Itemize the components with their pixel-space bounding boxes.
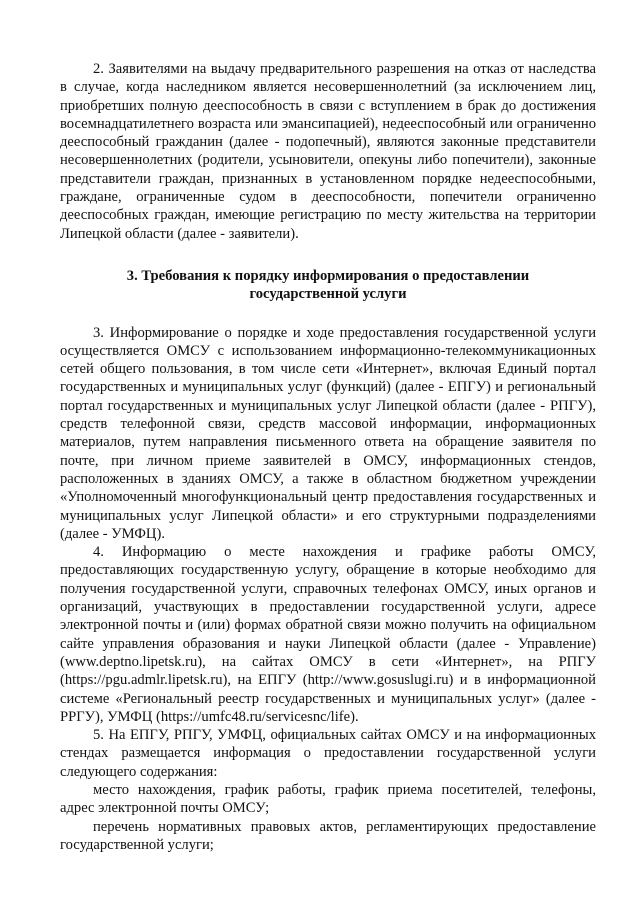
paragraph-4: 4. Информацию о месте нахождения и графике работы ОМСУ, предоставляющих государственную услугу, обращение в которые необходимо для получения государственной услуги, справочных телефонах ОМСУ, иных органов и организаций, участвующих в предоставлении государственной услуги, адресе электронной почты и (или) формах обратной связи можно получить на официальном сайте управления образования и науки Липецкой области (далее - Управление)(www.deptno.lipetsk.ru), на сайтах ОМСУ в сети «Интернет», на РПГУ (https://pgu.admlr.lipetsk.ru), на ЕПГУ (http://www.gosuslugi.ru) и в информационной системе «Региональный реестр государственных и муниципальных услуг» (далее - РРГУ), УМФЦ (https://umfc48.ru/servicesnc/life). xyxy=(60,544,596,725)
paragraph-2: 2. Заявителями на выдачу предварительного разрешения на отказ от наследства в случае, когда наследником является несовершеннолетний (за исключением лиц, приобретших полную дееспособность в связи с вступлением в брак до достижения восемнадцатилетнего возраста или эмансипацией), недееспособный или ограниченно дееспособный гражданин (далее - подопечный), являются законные представители несовершеннолетних (родители, усыновители, опекуны либо попечители), законные представители граждан, признанных в установленном порядке недееспособными, граждане, ограниченные судом в дееспособности, попечители ограниченно дееспособных граждан, имеющие регистрацию по месту жительства на территории Липецкой области (далее - заявители). xyxy=(60,61,596,242)
document-body xyxy=(60,60,596,854)
list-item-regulations: перечень нормативных правовых актов, регламентирующих предоставление государственной услуги; xyxy=(60,818,596,853)
section-heading: 3. Требования к порядку информирования о предоставлении государственной услуги xyxy=(126,267,530,303)
paragraph-5: 5. На ЕПГУ, РПГУ, УМФЦ, официальных сайтах ОМСУ и на информационных стендах размещается информация о предоставлении государственной услуги следующего содержания: xyxy=(60,727,596,780)
paragraph-3: 3. Информирование о порядке и ходе предоставления государственной услуги осуществляется ОМСУ с использованием информационно-телекоммуникационных сетей общего пользования, в том числе сети «Интернет», включая Единый портал государственных и муниципальных услуг (функций) (далее - ЕПГУ) и региональный портал государственных и муниципальных услуг Липецкой области (далее - РПГУ), средств телефонной связи, средств массовой информации, информационных материалов, путем направления письменного ответа на обращение заявителя по почте, при личном приеме заявителей в ОМСУ, информационных стендов, расположенных в зданиях ОМСУ, а также в областном бюджетном учреждении «Уполномоченный многофункциональный центр предоставления государственных и муниципальных услуг Липецкой области» и его структурными подразделениями (далее - УМФЦ). xyxy=(60,324,596,542)
list-item-location: место нахождения, график работы, график приема посетителей, телефоны, адрес электронной почты ОМСУ; xyxy=(60,781,596,817)
